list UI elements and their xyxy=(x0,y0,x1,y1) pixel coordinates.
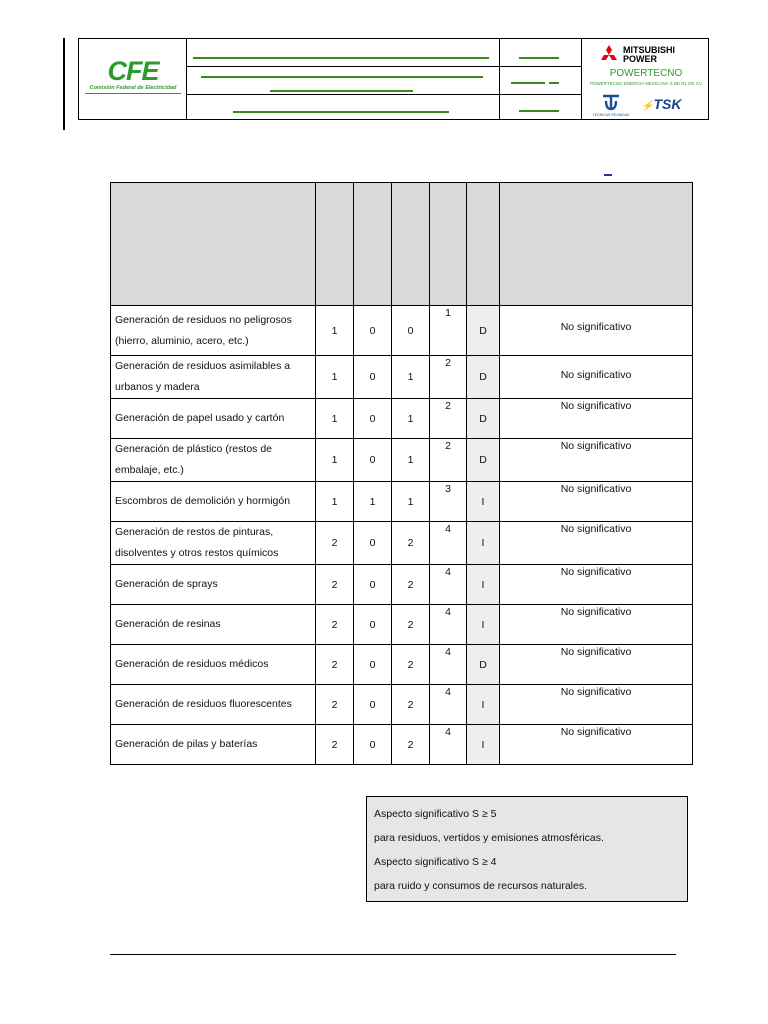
score-value: 4 xyxy=(445,523,451,535)
value-cell: 2 xyxy=(316,725,354,765)
mitsubishi-power-logo xyxy=(623,46,675,64)
value-cell: 1 xyxy=(316,306,354,356)
score-value: 4 xyxy=(445,646,451,658)
class-cell: I xyxy=(467,605,500,645)
value-cell: 0 xyxy=(354,725,392,765)
header-cell xyxy=(500,183,693,306)
cfe-logo xyxy=(83,57,183,94)
value-cell: 2 xyxy=(316,605,354,645)
score-cell xyxy=(430,565,467,605)
footer-rule xyxy=(110,954,676,955)
result-text: No significativo xyxy=(560,646,632,658)
aspect-cell: Generación de resinas xyxy=(111,605,316,645)
value-cell: 0 xyxy=(354,439,392,482)
result-text: No significativo xyxy=(560,686,632,698)
cfe-logo-text: CFE xyxy=(107,56,159,86)
score-cell xyxy=(430,356,467,399)
value-cell: 0 xyxy=(354,522,392,565)
value-cell: 2 xyxy=(392,605,430,645)
significance-legend xyxy=(366,796,688,902)
table-row xyxy=(111,685,693,725)
title-field-line xyxy=(233,111,449,113)
code-field-line xyxy=(519,57,559,59)
score-value: 4 xyxy=(445,686,451,698)
result-text: No significativo xyxy=(560,566,632,578)
code-field-line xyxy=(519,110,559,112)
value-cell: 1 xyxy=(316,356,354,399)
class-cell: D xyxy=(467,439,500,482)
table-row xyxy=(111,356,693,399)
score-value: 4 xyxy=(445,606,451,618)
score-cell xyxy=(430,725,467,765)
table-row xyxy=(111,645,693,685)
value-cell: 0 xyxy=(354,356,392,399)
header-cell xyxy=(316,183,354,306)
header-row-divider xyxy=(186,66,581,67)
value-cell: 1 xyxy=(392,439,430,482)
value-cell: 1 xyxy=(316,482,354,522)
score-cell xyxy=(430,306,467,356)
table-row xyxy=(111,399,693,439)
cfe-logo-subtitle: Comisión Federal de Electricidad xyxy=(89,85,177,91)
score-value: 4 xyxy=(445,726,451,738)
result-cell xyxy=(500,356,693,399)
legend-line: Aspecto significativo S ≥ 5 xyxy=(374,808,497,820)
aspect-cell: Generación de plástico (restos de embalaje, etc.) xyxy=(111,439,316,482)
partner-logos xyxy=(583,41,709,119)
powertecno-subtitle: POWERTECNO ENERGIA MEXICANA S DE RL DE CV xyxy=(589,81,703,86)
result-cell xyxy=(500,439,693,482)
value-cell: 1 xyxy=(392,482,430,522)
aspect-cell: Generación de sprays xyxy=(111,565,316,605)
tsk-logo: ⚡TSK xyxy=(641,96,682,112)
result-text: No significativo xyxy=(560,606,632,618)
score-value: 1 xyxy=(445,307,451,319)
aspect-cell: Generación de papel usado y cartón xyxy=(111,399,316,439)
value-cell: 2 xyxy=(392,522,430,565)
score-value: 2 xyxy=(445,440,451,452)
class-cell: D xyxy=(467,645,500,685)
aspect-cell: Generación de residuos fluorescentes xyxy=(111,685,316,725)
result-cell xyxy=(500,565,693,605)
code-field-line xyxy=(549,82,559,84)
value-cell: 1 xyxy=(392,399,430,439)
class-cell: I xyxy=(467,565,500,605)
score-cell xyxy=(430,685,467,725)
header-divider xyxy=(581,39,582,119)
result-cell xyxy=(500,306,693,356)
value-cell: 2 xyxy=(392,645,430,685)
table-row xyxy=(111,482,693,522)
value-cell: 0 xyxy=(354,685,392,725)
class-cell: I xyxy=(467,685,500,725)
class-cell: D xyxy=(467,399,500,439)
score-cell xyxy=(430,605,467,645)
class-cell: D xyxy=(467,306,500,356)
margin-rule xyxy=(63,38,65,130)
header-cell xyxy=(354,183,392,306)
class-cell: I xyxy=(467,482,500,522)
score-cell xyxy=(430,482,467,522)
value-cell: 0 xyxy=(354,605,392,645)
result-text: No significativo xyxy=(560,321,632,333)
score-cell xyxy=(430,645,467,685)
value-cell: 0 xyxy=(354,565,392,605)
value-cell: 0 xyxy=(354,399,392,439)
document-header xyxy=(78,38,709,120)
table-row xyxy=(111,522,693,565)
aspect-cell: Generación de pilas y baterías xyxy=(111,725,316,765)
mitsubishi-line2: POWER xyxy=(623,54,658,64)
table-row xyxy=(111,306,693,356)
score-cell xyxy=(430,522,467,565)
value-cell: 2 xyxy=(316,685,354,725)
value-cell: 2 xyxy=(316,645,354,685)
value-cell: 0 xyxy=(392,306,430,356)
result-cell xyxy=(500,522,693,565)
aspect-cell: Generación de residuos no peligrosos (hierro, aluminio, acero, etc.) xyxy=(111,306,316,356)
value-cell: 0 xyxy=(354,306,392,356)
environmental-aspects-table xyxy=(110,182,693,765)
result-text: No significativo xyxy=(560,369,632,381)
table-row xyxy=(111,725,693,765)
value-cell: 2 xyxy=(392,725,430,765)
table-row xyxy=(111,439,693,482)
tecnicas-reunidas-logo-icon xyxy=(601,91,621,113)
result-cell xyxy=(500,685,693,725)
class-cell: I xyxy=(467,725,500,765)
tsk-logo-text: TSK xyxy=(653,96,682,112)
title-field-line xyxy=(193,57,489,59)
title-field-line xyxy=(270,90,413,92)
result-cell xyxy=(500,645,693,685)
result-text: No significativo xyxy=(560,400,632,412)
score-value: 2 xyxy=(445,357,451,369)
score-cell xyxy=(430,399,467,439)
header-cell xyxy=(467,183,500,306)
aspect-cell: Generación de residuos asimilables a urbanos y madera xyxy=(111,356,316,399)
header-row-divider xyxy=(186,94,581,95)
value-cell: 2 xyxy=(392,685,430,725)
result-text: No significativo xyxy=(560,483,632,495)
powertecno-logo: POWERTECNO xyxy=(609,68,683,79)
result-text: No significativo xyxy=(560,440,632,452)
score-value: 2 xyxy=(445,400,451,412)
result-cell xyxy=(500,605,693,645)
score-cell xyxy=(430,439,467,482)
header-cell xyxy=(430,183,467,306)
mitsubishi-line1: MITSUBISHI xyxy=(623,45,676,55)
value-cell: 1 xyxy=(316,439,354,482)
value-cell: 2 xyxy=(316,522,354,565)
legend-line: para ruido y consumos de recursos naturales. xyxy=(374,880,588,892)
table-header-row xyxy=(111,183,693,306)
header-cell-aspect xyxy=(111,183,316,306)
header-cell xyxy=(392,183,430,306)
legend-line: para residuos, vertidos y emisiones atmosféricas. xyxy=(374,832,604,844)
result-cell xyxy=(500,725,693,765)
score-value: 4 xyxy=(445,566,451,578)
code-field-line xyxy=(511,82,545,84)
table-row xyxy=(111,605,693,645)
table-row xyxy=(111,565,693,605)
value-cell: 1 xyxy=(392,356,430,399)
value-cell: 2 xyxy=(316,565,354,605)
value-cell: 1 xyxy=(316,399,354,439)
value-cell: 2 xyxy=(392,565,430,605)
mitsubishi-diamonds-icon xyxy=(599,45,619,65)
result-cell xyxy=(500,482,693,522)
header-divider xyxy=(186,39,187,119)
header-divider xyxy=(499,39,500,119)
result-text: No significativo xyxy=(560,523,632,535)
class-cell: I xyxy=(467,522,500,565)
result-text: No significativo xyxy=(560,726,632,738)
tecnicas-reunidas-subtitle: TECNICAS REUNIDAS xyxy=(592,113,630,117)
class-cell: D xyxy=(467,356,500,399)
score-value: 3 xyxy=(445,483,451,495)
value-cell: 1 xyxy=(354,482,392,522)
page-mark xyxy=(604,174,612,176)
cfe-logo-underline xyxy=(85,93,181,94)
aspect-cell: Escombros de demolición y hormigón xyxy=(111,482,316,522)
aspect-cell: Generación de residuos médicos xyxy=(111,645,316,685)
legend-line: Aspecto significativo S ≥ 4 xyxy=(374,856,497,868)
title-field-line xyxy=(201,76,483,78)
value-cell: 0 xyxy=(354,645,392,685)
result-cell xyxy=(500,399,693,439)
aspect-cell: Generación de restos de pinturas, disolventes y otros restos químicos xyxy=(111,522,316,565)
